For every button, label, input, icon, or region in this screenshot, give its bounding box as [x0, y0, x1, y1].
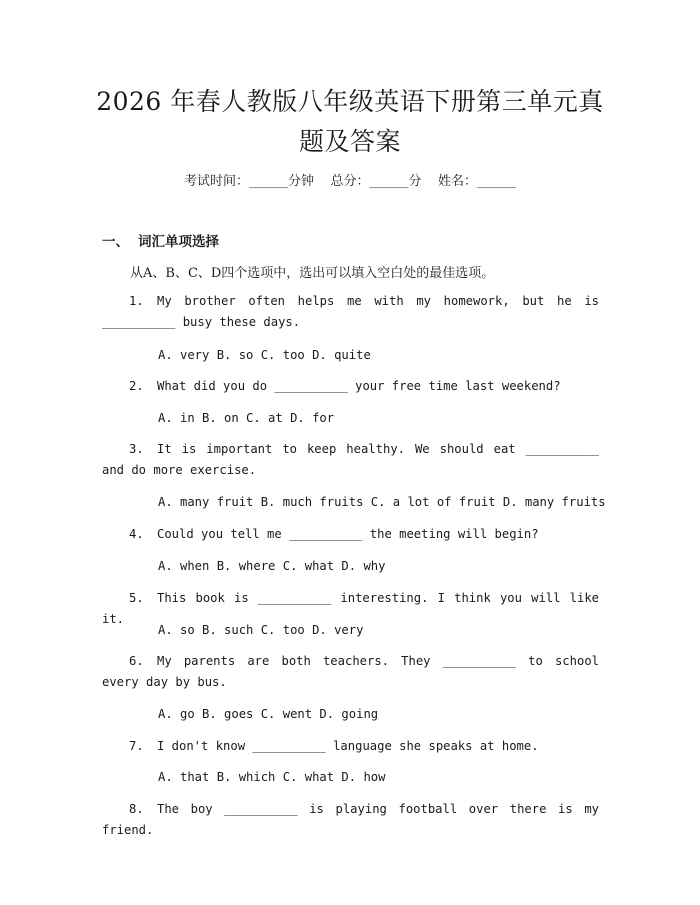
- exam-meta: 考试时间：______分钟 总分：______分 姓名：______: [183, 174, 517, 189]
- question-5-options: A. so B. such C. too D. very: [158, 623, 364, 637]
- question-7: [102, 736, 599, 757]
- question-6: [102, 651, 599, 693]
- question-number: 8.: [129, 802, 144, 816]
- question-7-options: A. that B. which C. what D. how: [158, 770, 386, 784]
- question-text: My brother often helps me with my homework, but he is __________ busy these days.: [102, 294, 599, 329]
- question-number: 1.: [129, 294, 144, 308]
- question-3-options: A. many fruit B. much fruits C. a lot of fruit D. many fruits: [158, 495, 606, 509]
- question-6-options: A. go B. goes C. went D. going: [158, 707, 379, 721]
- document-title: [80, 82, 620, 162]
- title-line-1: 2026 年春人教版八年级英语下册第三单元真: [96, 87, 604, 116]
- question-1-options: A. very B. so C. too D. quite: [158, 348, 371, 362]
- question-text: It is important to keep healthy. We should eat __________ and do more exercise.: [102, 442, 599, 477]
- question-number: 5.: [129, 591, 144, 605]
- question-text: What did you do __________ your free time last weekend?: [157, 379, 561, 393]
- question-8: [102, 799, 599, 841]
- question-4-options: A. when B. where C. what D. why: [158, 559, 386, 573]
- question-2-options: A. in B. on C. at D. for: [158, 411, 335, 425]
- question-number: 6.: [129, 654, 144, 668]
- section-number: 一、: [102, 234, 129, 250]
- instruction-text: 从A、B、C、D四个选项中，选出可以填入空白处的最佳选项。: [130, 266, 495, 281]
- question-3: [102, 439, 599, 481]
- question-number: 3.: [129, 442, 144, 456]
- title-line-2: 题及答案: [298, 127, 401, 156]
- question-1: [102, 291, 599, 333]
- question-number: 7.: [129, 739, 144, 753]
- question-2: [102, 376, 599, 397]
- question-text: This book is __________ interesting. I think you will like it.: [102, 591, 599, 626]
- question-number: 2.: [129, 379, 144, 393]
- question-text: The boy __________ is playing football over there is my friend.: [102, 802, 599, 837]
- section-label: 词汇单项选择: [138, 234, 219, 250]
- question-text: My parents are both teachers. They __________ to school every day by bus.: [102, 654, 599, 689]
- question-4: [102, 524, 599, 545]
- section-heading: [102, 230, 219, 250]
- question-text: I don't know __________ language she speaks at home.: [157, 739, 539, 753]
- question-number: 4.: [129, 527, 144, 541]
- question-text: Could you tell me __________ the meeting will begin?: [157, 527, 539, 541]
